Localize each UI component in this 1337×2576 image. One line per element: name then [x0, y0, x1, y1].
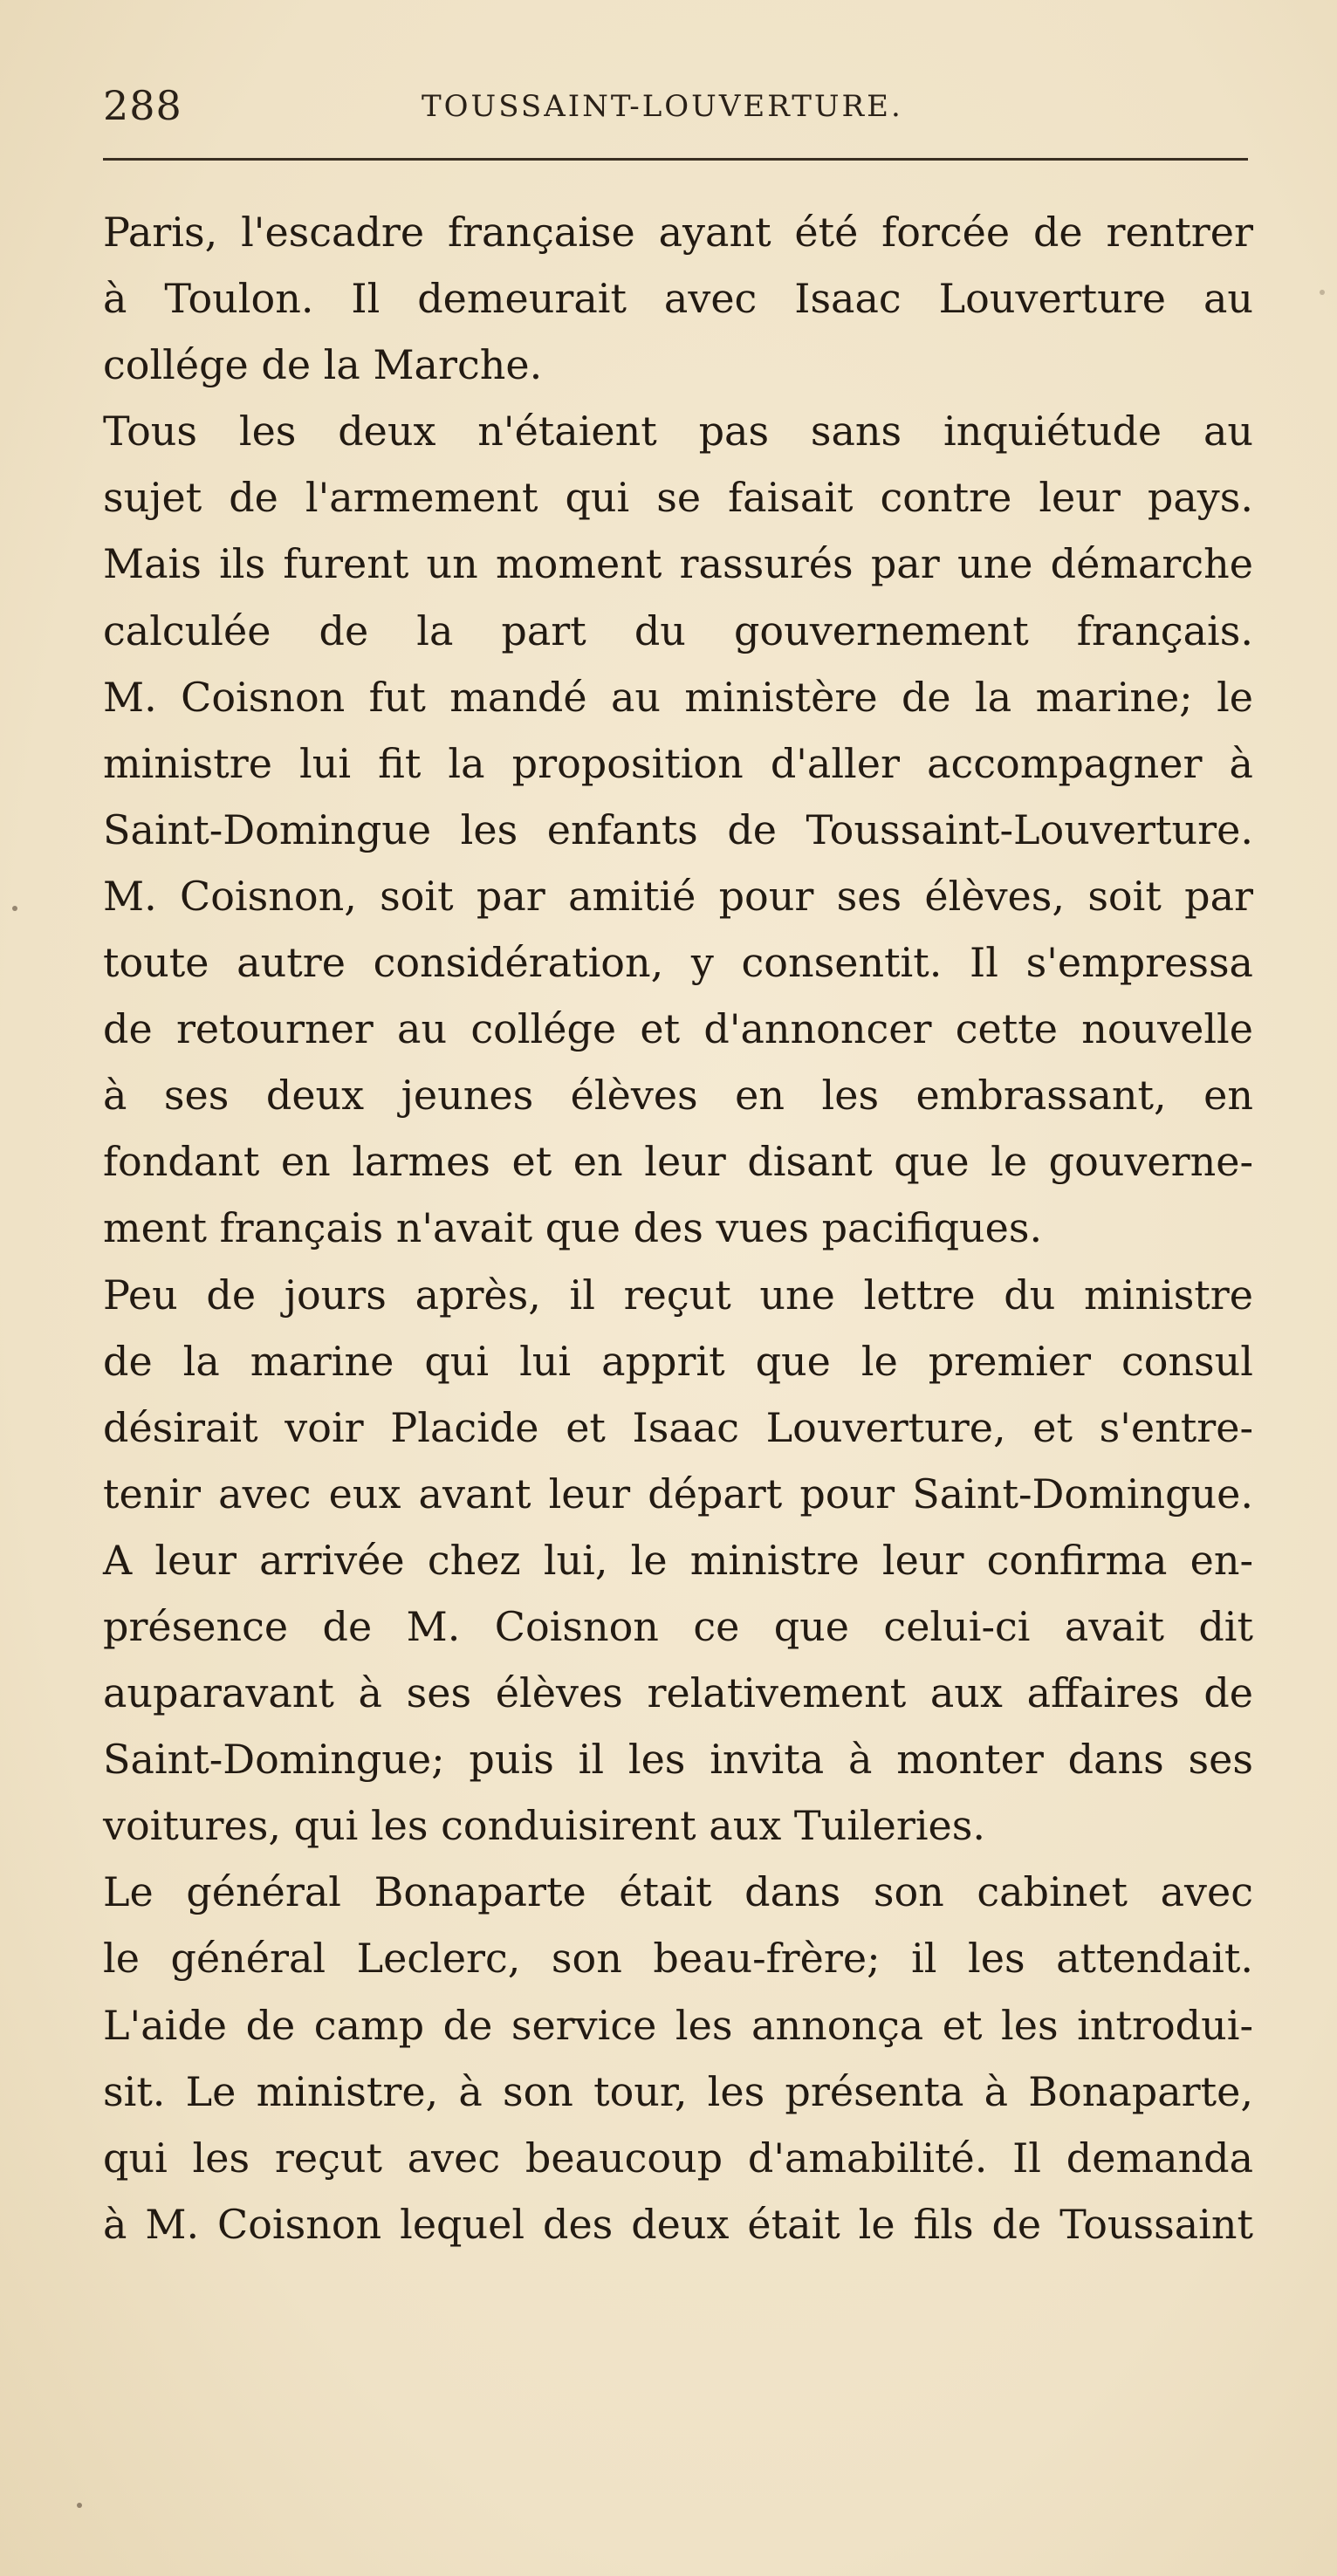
- text-line: ment français n'avait que des vues pacifiques.: [103, 1204, 1043, 1252]
- print-speck: [77, 2503, 82, 2508]
- print-speck: [1320, 290, 1325, 295]
- text-line: désirait voir Placide et Isaac Louverture, et s'entre-: [103, 1403, 1253, 1451]
- page-header: [103, 77, 1255, 138]
- text-line: A leur arrivée chez lui, le ministre leur confirma en-: [103, 1536, 1253, 1584]
- text-line: fondant en larmes et en leur disant que le gouverne-: [103, 1138, 1253, 1186]
- text-line: qui les reçut avec beaucoup d'amabilité. Il demanda: [103, 2134, 1253, 2182]
- text-line: Mais ils furent un moment rassurés par une démarche: [103, 540, 1253, 588]
- text-line: M. Coisnon, soit par amitié pour ses élèves, soit par: [103, 872, 1253, 920]
- text-line: ministre lui fit la proposition d'aller accompagner à: [103, 739, 1253, 787]
- text-line: Le général Bonaparte était dans son cabinet avec: [103, 1868, 1253, 1916]
- text-line: sujet de l'armement qui se faisait contre leur pays.: [103, 474, 1253, 522]
- text-line: de la marine qui lui apprit que le premier consul: [103, 1337, 1253, 1385]
- text-line: à ses deux jeunes élèves en les embrassant, en: [103, 1072, 1253, 1120]
- text-line: Saint-Domingue; puis il les invita à monter dans ses: [103, 1736, 1253, 1784]
- print-speck: [12, 906, 17, 911]
- text-line: de retourner au collége et d'annoncer cette nouvelle: [103, 1005, 1253, 1053]
- text-line: à Toulon. Il demeurait avec Isaac Louverture au: [103, 275, 1253, 323]
- text-line: présence de M. Coisnon ce que celui-ci avait dit: [103, 1602, 1253, 1650]
- text-line: collége de la Marche.: [103, 341, 543, 389]
- text-line: tenir avec eux avant leur départ pour Saint-Domingue.: [103, 1470, 1253, 1518]
- text-line: Peu de jours après, il reçut une lettre du ministre: [103, 1271, 1253, 1319]
- text-line: L'aide de camp de service les annonça et les introdui-: [103, 2001, 1253, 2049]
- text-line: à M. Coisnon lequel des deux était le fils de Toussaint: [103, 2200, 1253, 2248]
- text-line: Tous les deux n'étaient pas sans inquiétude au: [103, 408, 1253, 456]
- text-line: sit. Le ministre, à son tour, les présenta à Bonaparte,: [103, 2067, 1253, 2115]
- page-number: 288: [103, 82, 182, 129]
- text-line: calculée de la part du gouvernement français.: [103, 606, 1253, 654]
- text-line: Saint-Domingue les enfants de Toussaint-Louverture.: [103, 805, 1253, 853]
- text-line: M. Coisnon fut mandé au ministère de la marine; le: [103, 673, 1253, 721]
- text-line: toute autre considération, y consentit. Il s'empressa: [103, 939, 1253, 987]
- text-line: le général Leclerc, son beau-frère; il les attendait.: [103, 1935, 1253, 1983]
- header-rule: [103, 158, 1248, 161]
- running-title: TOUSSAINT-LOUVERTURE.: [422, 89, 903, 124]
- text-line: voitures, qui les conduisirent aux Tuileries.: [103, 1802, 985, 1850]
- text-line: auparavant à ses élèves relativement aux affaires de: [103, 1669, 1253, 1717]
- text-line: Paris, l'escadre française ayant été forcée de rentrer: [103, 209, 1253, 256]
- body-text: [103, 199, 1253, 2257]
